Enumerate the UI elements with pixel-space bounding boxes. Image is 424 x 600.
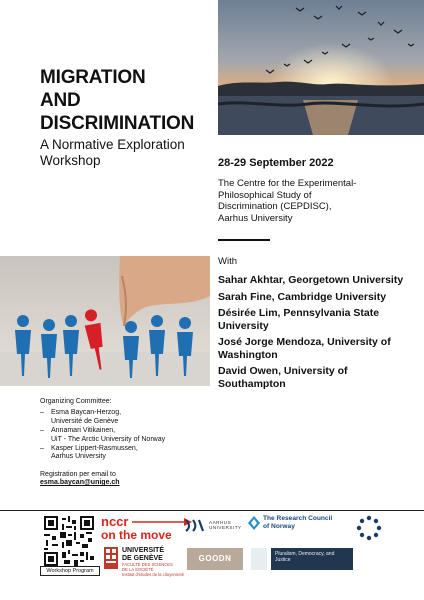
committee-title: Organizing Committee: [40, 398, 112, 405]
title-line: AND [40, 90, 81, 111]
organizing-committee [40, 398, 212, 463]
speakers-label: With [218, 256, 237, 267]
rcn-name: of Norway [263, 522, 295, 530]
dash-bullet: – [40, 409, 44, 417]
dash-bullet: – [40, 427, 44, 435]
workshop-subtitle [40, 137, 218, 169]
member-line: Kasper Lippert-Rasmussen, [51, 445, 138, 453]
title-line: DISCRIMINATION [40, 113, 195, 134]
unige-faculty: FACULTÉ DES SCIENCES [122, 562, 173, 567]
paper-figures-photo [0, 256, 210, 386]
nccr-logo [101, 515, 192, 542]
research-council-logo [248, 515, 332, 530]
member-line: UiT - The Arctic University of Norway [51, 435, 166, 443]
footer-divider [0, 510, 424, 511]
dash-bullet: – [40, 445, 44, 453]
member-line: Université de Genève [51, 417, 119, 425]
speaker-item: José Jorge Mendoza, University of Washington [218, 336, 391, 361]
title-line: MIGRATION [40, 67, 146, 88]
speaker-list [218, 274, 408, 394]
nccr-word: nccr [101, 514, 129, 529]
aarhus-seal-icon [184, 518, 206, 532]
aarhus-name: AARHUS [209, 519, 232, 525]
registration-email-link[interactable]: esma.baycan@unige.ch [40, 479, 120, 487]
venue-line: Philosophical Study of [218, 189, 312, 201]
venue-line: The Centre for the Experimental- [218, 178, 357, 189]
registration-text: Registration per email to [40, 471, 116, 478]
pdj-logo: Pluralism, Democracy, and Justice [271, 548, 353, 570]
venue-line: Discrimination (CEPDISC), [218, 201, 332, 212]
subtitle-line: A Normative Exploration [40, 137, 185, 152]
unige-institute: Institut d'études de la citoyenneté [122, 572, 185, 577]
nccr-subtitle: on the move [101, 528, 172, 542]
qr-code[interactable] [44, 516, 94, 566]
rcn-emblem-icon [248, 516, 260, 530]
unige-shield-icon [104, 547, 118, 569]
committee-list [40, 409, 212, 461]
speaker-item: Désirée Lim, Pennsylvania State University [218, 307, 380, 332]
committee-member [40, 445, 212, 462]
partner-logo-tile [251, 548, 267, 570]
rcn-name: The Research Council [263, 515, 333, 522]
goodn-logo: GOODN [187, 548, 243, 570]
workshop-title [40, 66, 218, 135]
event-venue [218, 178, 408, 224]
unige-name: DE GENÈVE [122, 554, 163, 562]
member-line: Annamari Vitikainen, [51, 427, 116, 435]
speaker-item: David Owen, University of Southampton [218, 365, 348, 390]
unige-name: UNIVERSITÉ [122, 547, 165, 554]
unige-faculty: DE LA SOCIÉTÉ [122, 567, 154, 572]
registration-info [40, 471, 120, 488]
event-date: 28-29 September 2022 [218, 157, 334, 169]
committee-member [40, 409, 212, 426]
member-line: Aarhus University [51, 453, 106, 461]
venue-line: Aarhus University [218, 212, 293, 224]
divider [218, 239, 270, 241]
member-line: Esma Baycan-Herzog, [51, 409, 122, 417]
speaker-item: Sarah Fine, Cambridge University [218, 290, 387, 303]
unige-logo [104, 547, 184, 577]
dotted-ring-logo-icon [356, 515, 382, 541]
subtitle-line: Workshop [40, 153, 101, 168]
committee-member [40, 427, 212, 444]
qr-label: Workshop Program [40, 566, 100, 576]
sunset-birds-photo [218, 0, 424, 135]
aarhus-logo [184, 518, 242, 532]
speaker-item: Sahar Akhtar, Georgetown University [218, 274, 404, 286]
aarhus-name: UNIVERSITY [209, 525, 242, 530]
